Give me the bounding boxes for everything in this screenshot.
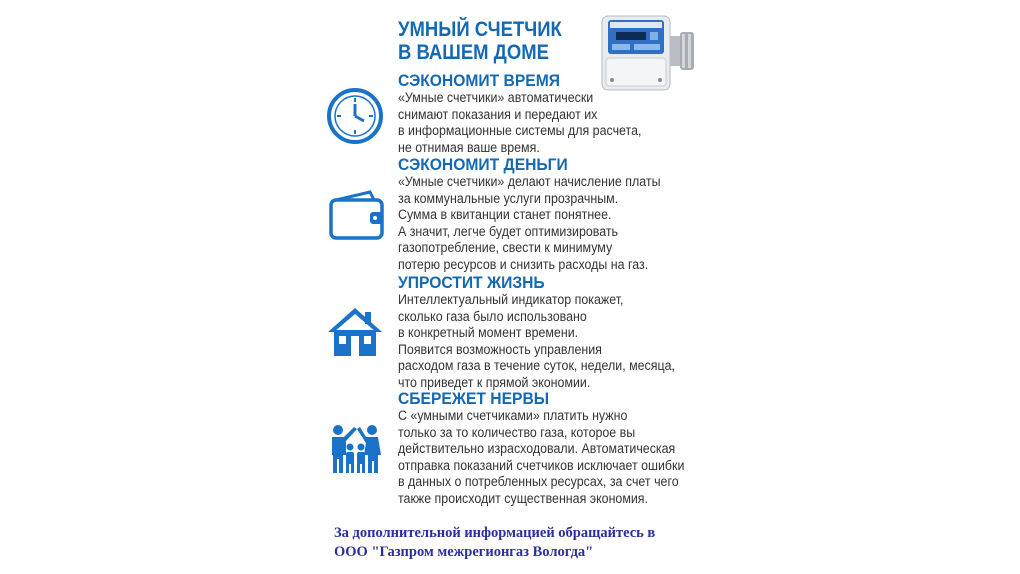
section-body-life: Интеллектуальный индикатор покажет, сколько газа было использовано в конкретный момент времени. Появится возможность управления расходом газа в течение суток, недели, месяца, что приведет к прямой экономии. (398, 292, 675, 390)
title-line-2: В ВАШЕМ ДОМЕ (398, 41, 549, 64)
section-heading-time: СЭКОНОМИТ ВРЕМЯ (398, 71, 560, 90)
house-icon (327, 306, 383, 358)
section-body-nerves: С «умными счетчиками» платить нужно только за то количество газа, которое вы действительно израсходовали. Автоматическая отправка показаний счетчиков исключает ошибки в данных о потребленных ресурсах, за счет чего также происходит существенная экономия. (398, 408, 685, 506)
title-line-1: УМНЫЙ СЧЕТЧИК (398, 18, 562, 41)
section-body-time: «Умные счетчики» автоматически снимают показания и передают их в информационные системы для расчета, не отнимая ваше время. (398, 90, 642, 155)
footer-contact (334, 524, 655, 562)
section-heading-life: УПРОСТИТ ЖИЗНЬ (398, 273, 545, 292)
footer-line-1: За дополнительной информацией обращайтесь в (334, 525, 656, 541)
section-heading-money: СЭКОНОМИТ ДЕНЬГИ (398, 155, 568, 174)
gas-meter-image (598, 14, 704, 94)
section-body-money: «Умные счетчики» делают начисление платы за коммунальные услуги прозрачным. Сумма в квитанции станет понятнее. А значит, легче будет оптимизировать газопотребление, свести к минимуму потерю ресурсов и снизить расходы на газ. (398, 174, 661, 272)
family-icon (326, 423, 384, 475)
clock-icon (326, 87, 384, 145)
footer-line-2: ООО "Газпром межрегионгаз Вологда" (334, 544, 594, 560)
page-title (398, 18, 562, 64)
section-heading-nerves: СБЕРЕЖЕТ НЕРВЫ (398, 389, 550, 408)
wallet-icon (328, 190, 386, 242)
